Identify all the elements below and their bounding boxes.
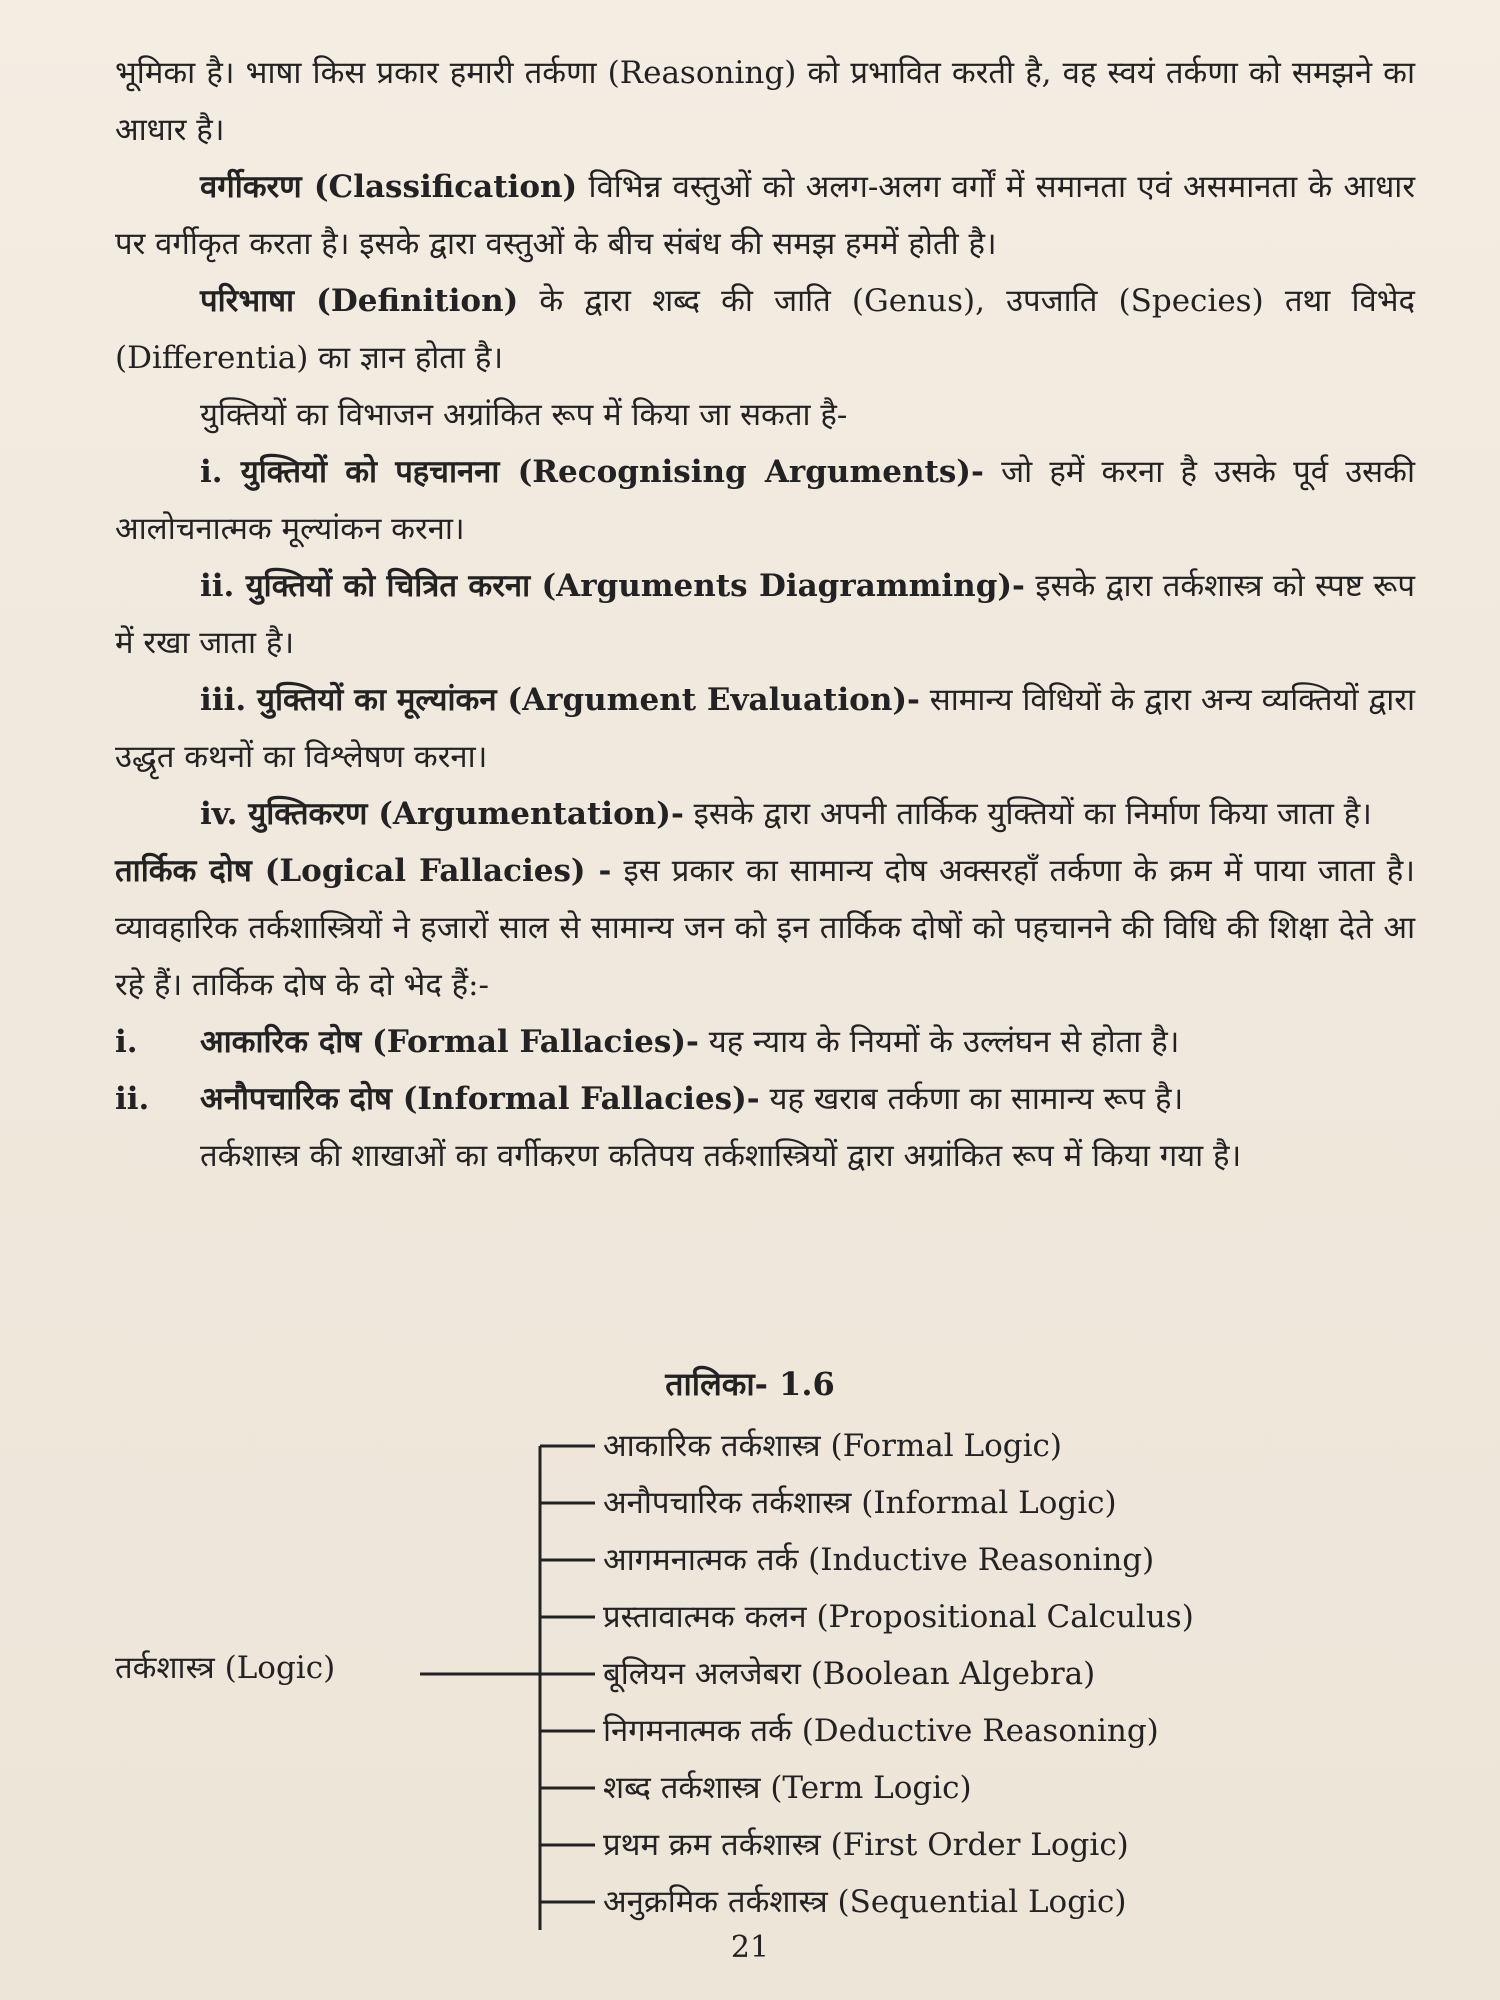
branch-deductive-reasoning: निगमनात्मक तर्क (Deductive Reasoning) bbox=[603, 1713, 1159, 1749]
table-title: तालिका- 1.6 bbox=[665, 1365, 835, 1403]
fallacy-item-informal: ii. अनौपचारिक दोष (Informal Fallacies)- यह खराब तर्कणा का सामान्य रूप है। bbox=[115, 1081, 1184, 1117]
branch-sequential-logic: अनुक्रमिक तर्कशास्त्र (Sequential Logic) bbox=[603, 1884, 1127, 1920]
tree-root-logic: तर्कशास्त्र (Logic) bbox=[115, 1650, 336, 1686]
branch-boolean-algebra: बूलियन अलजेबरा (Boolean Algebra) bbox=[603, 1656, 1096, 1692]
fallacy-item-formal: i. आकारिक दोष (Formal Fallacies)- यह न्याय के नियमों के उल्लंघन से होता है। bbox=[115, 1024, 1180, 1060]
list-item-argumentation: iv. युक्तिकरण (Argumentation)- इसके द्वारा अपनी तार्किक युक्तियों का निर्माण किया जाता है। bbox=[200, 796, 1372, 832]
term-classification: वर्गीकरण (Classification) bbox=[200, 169, 578, 205]
branch-formal-logic: आकारिक तर्कशास्त्र (Formal Logic) bbox=[603, 1428, 1063, 1464]
branch-first-order-logic: प्रथम क्रम तर्कशास्त्र (First Order Logic) bbox=[603, 1827, 1129, 1863]
list-item-diagramming: ii. युक्तियों को चित्रित करना (Arguments Diagramming)- इसके द्वारा तर्कशास्त्र को स्पष्ट रूप में रखा जाता है। bbox=[115, 568, 1416, 661]
branch-term-logic: शब्द तर्कशास्त्र (Term Logic) bbox=[603, 1770, 972, 1806]
body-text bbox=[115, 45, 1415, 1185]
term-definition: परिभाषा (Definition) bbox=[200, 283, 519, 319]
branch-propositional-calculus: प्रस्तावात्मक कलन (Propositional Calculus) bbox=[603, 1599, 1194, 1635]
paragraph-intro: भूमिका है। भाषा किस प्रकार हमारी तर्कणा (Reasoning) को प्रभावित करती है, वह स्वयं तर्कणा को समझने का आधार है। bbox=[115, 55, 1415, 148]
list-item-evaluation: iii. युक्तियों का मूल्यांकन (Argument Evaluation)- सामान्य विधियों के द्वारा अन्य व्यक्तियों द्वारा उद्धृत कथनों का विश्लेषण करना। bbox=[115, 682, 1415, 775]
paragraph-definition: परिभाषा (Definition) के द्वारा शब्द की जाति (Genus), उपजाति (Species) तथा विभेद (Differentia) का ज्ञान होता है। bbox=[115, 283, 1415, 376]
paragraph-classification: वर्गीकरण (Classification) विभिन्न वस्तुओं को अलग-अलग वर्गों में समानता एवं असमानता के आधार पर वर्गीकृत करता है। इसके द्वारा वस्तुओं के बीच संबंध की समझ हममें होती है। bbox=[115, 169, 1416, 262]
paragraph-fallacies: तार्किक दोष (Logical Fallacies) - इस प्रकार का सामान्य दोष अक्सरहाँ तर्कणा के क्रम में पाया जाता है। व्यावहारिक तर्कशास्त्रियों ने हजारों साल से सामान्य जन को इन तार्किक दोषों को पहचानने की विधि की शिक्षा देते आ रहे हैं। तार्किक दोष के दो भेद हैं:- bbox=[115, 853, 1415, 1003]
term-logical-fallacies: तार्किक दोष (Logical Fallacies) - bbox=[115, 853, 612, 889]
branch-inductive-reasoning: आगमनात्मक तर्क (Inductive Reasoning) bbox=[603, 1542, 1155, 1578]
branch-informal-logic: अनौपचारिक तर्कशास्त्र (Informal Logic) bbox=[603, 1485, 1117, 1521]
page-number: 21 bbox=[730, 1930, 770, 1965]
list-item-recognising: i. युक्तियों को पहचानना (Recognising Arguments)- जो हमें करना है उसके पूर्व उसकी आलोचनात्मक मूल्यांकन करना। bbox=[115, 454, 1415, 547]
paragraph-argument-division: युक्तियों का विभाजन अग्रांकित रूप में किया जा सकता है- bbox=[200, 397, 848, 433]
paragraph-branches-intro: तर्कशास्त्र की शाखाओं का वर्गीकरण कतिपय तर्कशास्त्रियों द्वारा अग्रांकित रूप में किया गया है। bbox=[200, 1138, 1242, 1174]
